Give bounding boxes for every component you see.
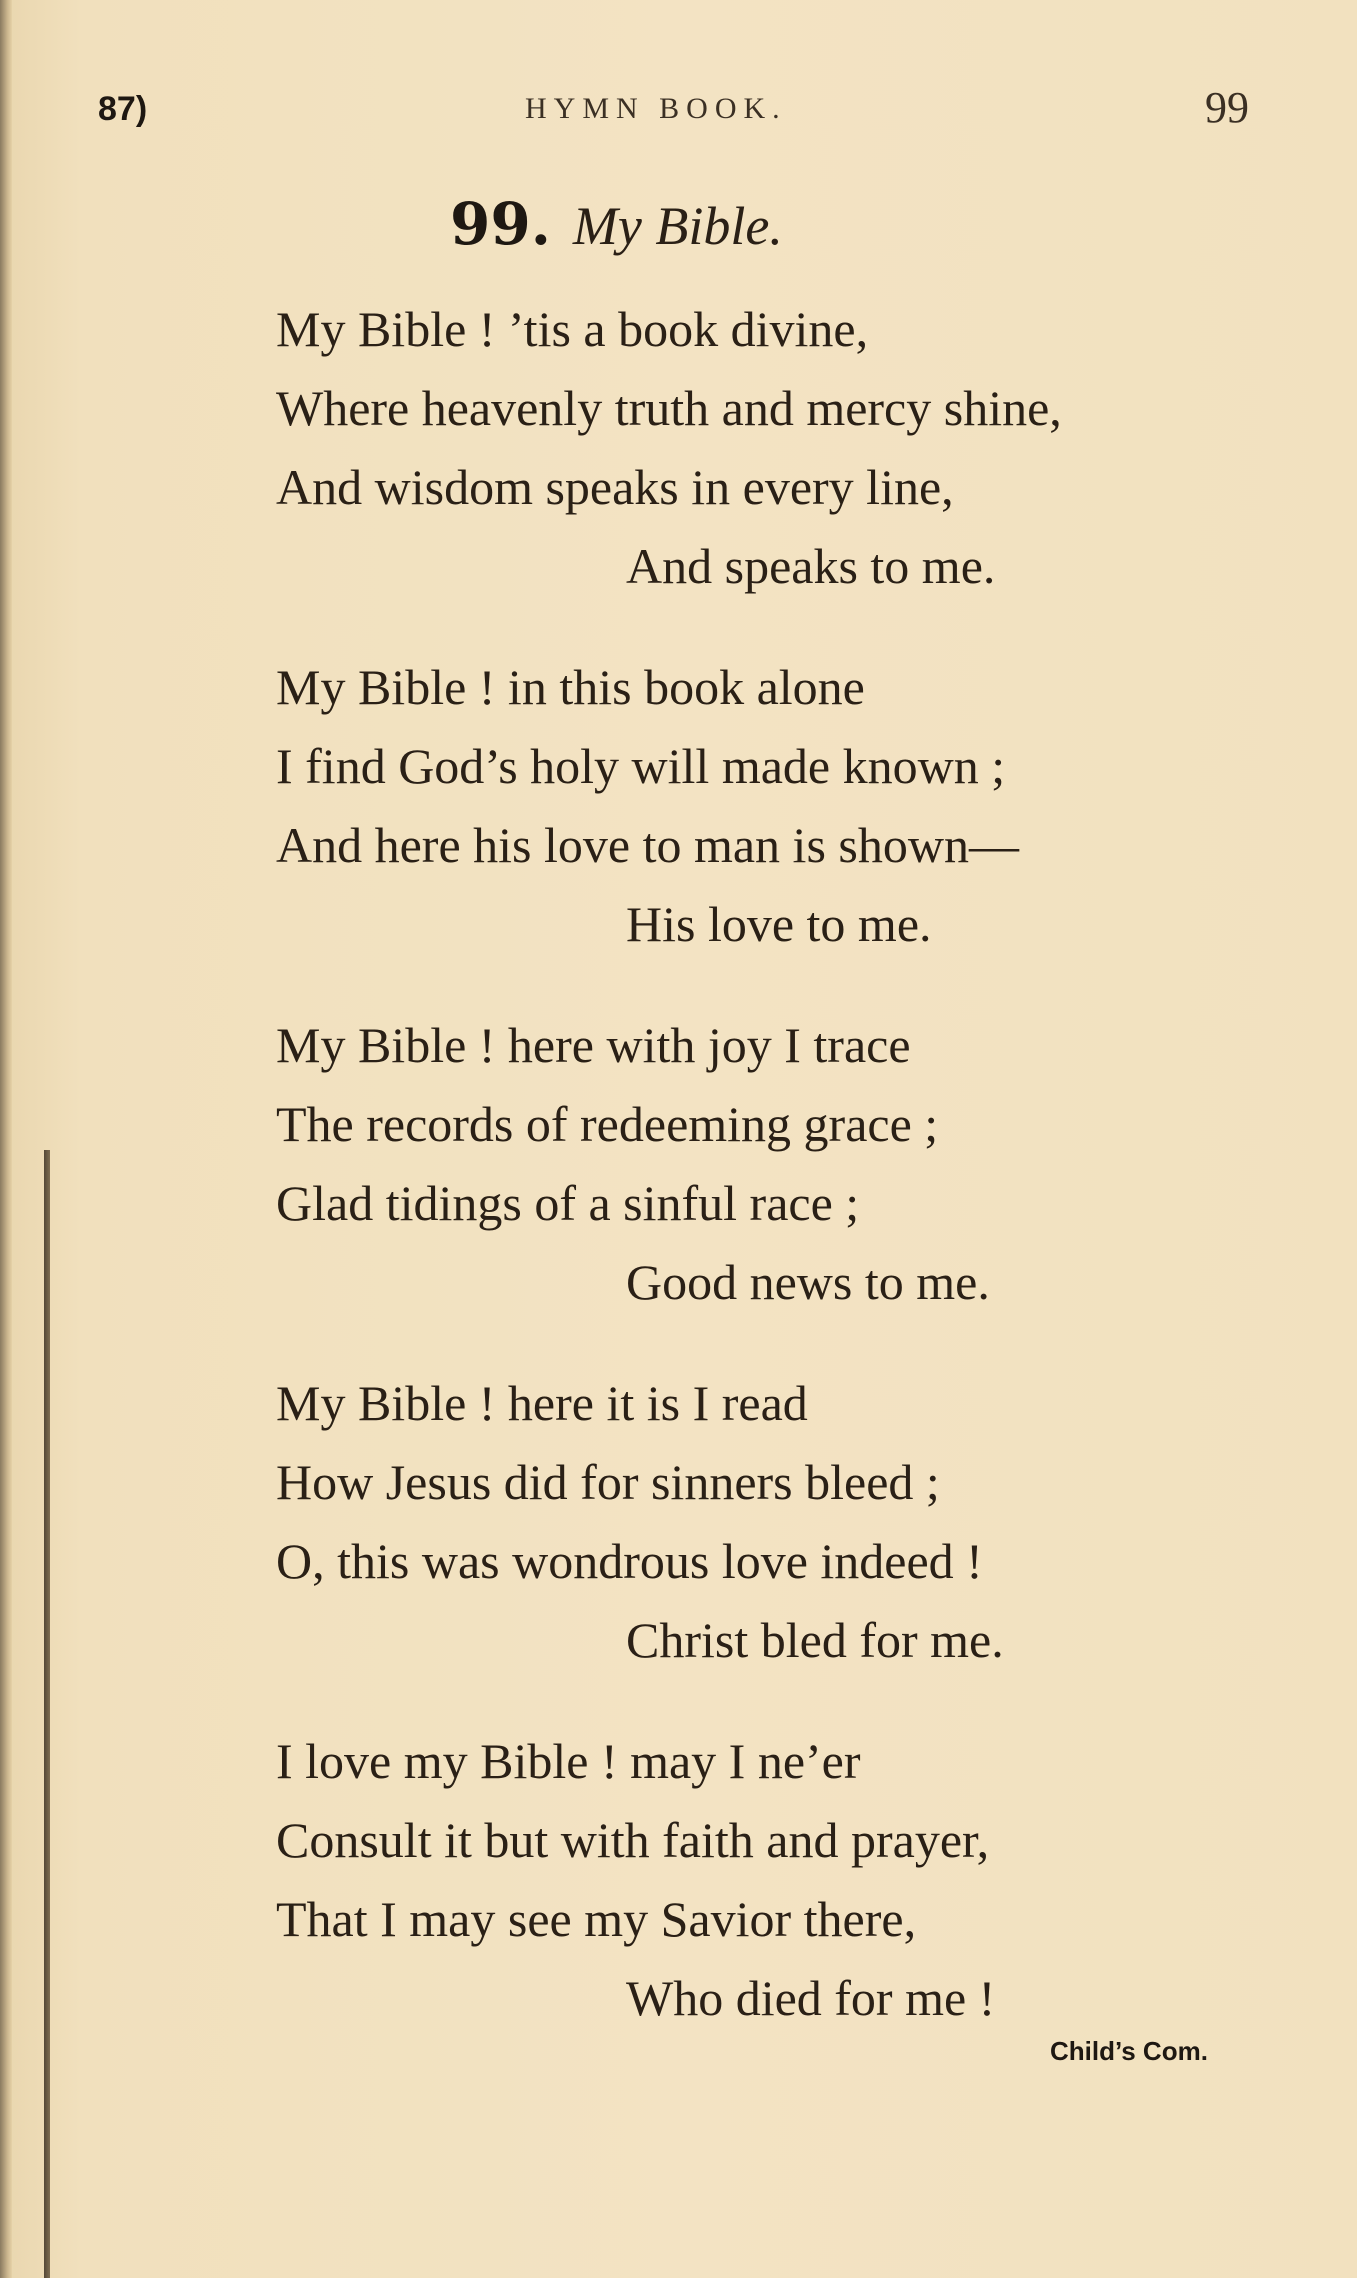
verse-line: My Bible ! ’tis a book divine, xyxy=(276,301,869,357)
verse-line: Consult it but with faith and prayer, xyxy=(276,1812,990,1868)
verse-line: My Bible ! here with joy I trace xyxy=(276,1017,911,1073)
verse-line: Where heavenly truth and mercy shine, xyxy=(276,380,1062,436)
stanza xyxy=(276,290,1336,606)
verse-line: And wisdom speaks in every line, xyxy=(276,459,954,515)
verse-line: I love my Bible ! may I ne’er xyxy=(276,1733,861,1789)
verse-line: How Jesus did for sinners bleed ; xyxy=(276,1454,940,1510)
refrain-line: Christ bled for me. xyxy=(626,1612,1004,1668)
verse-line: My Bible ! in this book alone xyxy=(276,659,865,715)
source-attribution: Child’s Com. xyxy=(1050,2036,1208,2066)
verse-line: O, this was wondrous love indeed ! xyxy=(276,1533,983,1589)
stanza xyxy=(276,648,1336,964)
verse-line: I find God’s holy will made known ; xyxy=(276,738,1006,794)
running-head xyxy=(0,80,1357,140)
hymn-text xyxy=(276,290,1336,2080)
refrain-line: And speaks to me. xyxy=(626,538,996,594)
page-binding-edge xyxy=(0,0,12,2278)
stanza xyxy=(276,1364,1336,1680)
running-head-hymn-ref: 87) xyxy=(98,90,148,128)
verse-line: The records of redeeming grace ; xyxy=(276,1096,939,1152)
verse-line: My Bible ! here it is I read xyxy=(276,1375,808,1431)
verse-line: That I may see my Savior there, xyxy=(276,1891,917,1947)
page-number: 99 xyxy=(1205,83,1249,132)
running-head-title: HYMN BOOK. xyxy=(525,92,787,125)
refrain-line: Good news to me. xyxy=(626,1254,990,1310)
hymn-number: 99. xyxy=(450,190,551,258)
refrain-line: His love to me. xyxy=(626,896,932,952)
binding-shadow-line xyxy=(44,1150,50,2278)
verse-line: Glad tidings of a sinful race ; xyxy=(276,1175,860,1231)
hymn-heading xyxy=(450,190,783,270)
refrain-line: Who died for me ! xyxy=(626,1970,996,2026)
stanza xyxy=(276,1722,1336,2038)
stanza xyxy=(276,1006,1336,1322)
hymn-title: My Bible. xyxy=(572,196,783,256)
verse-line: And here his love to man is shown— xyxy=(276,817,1019,873)
